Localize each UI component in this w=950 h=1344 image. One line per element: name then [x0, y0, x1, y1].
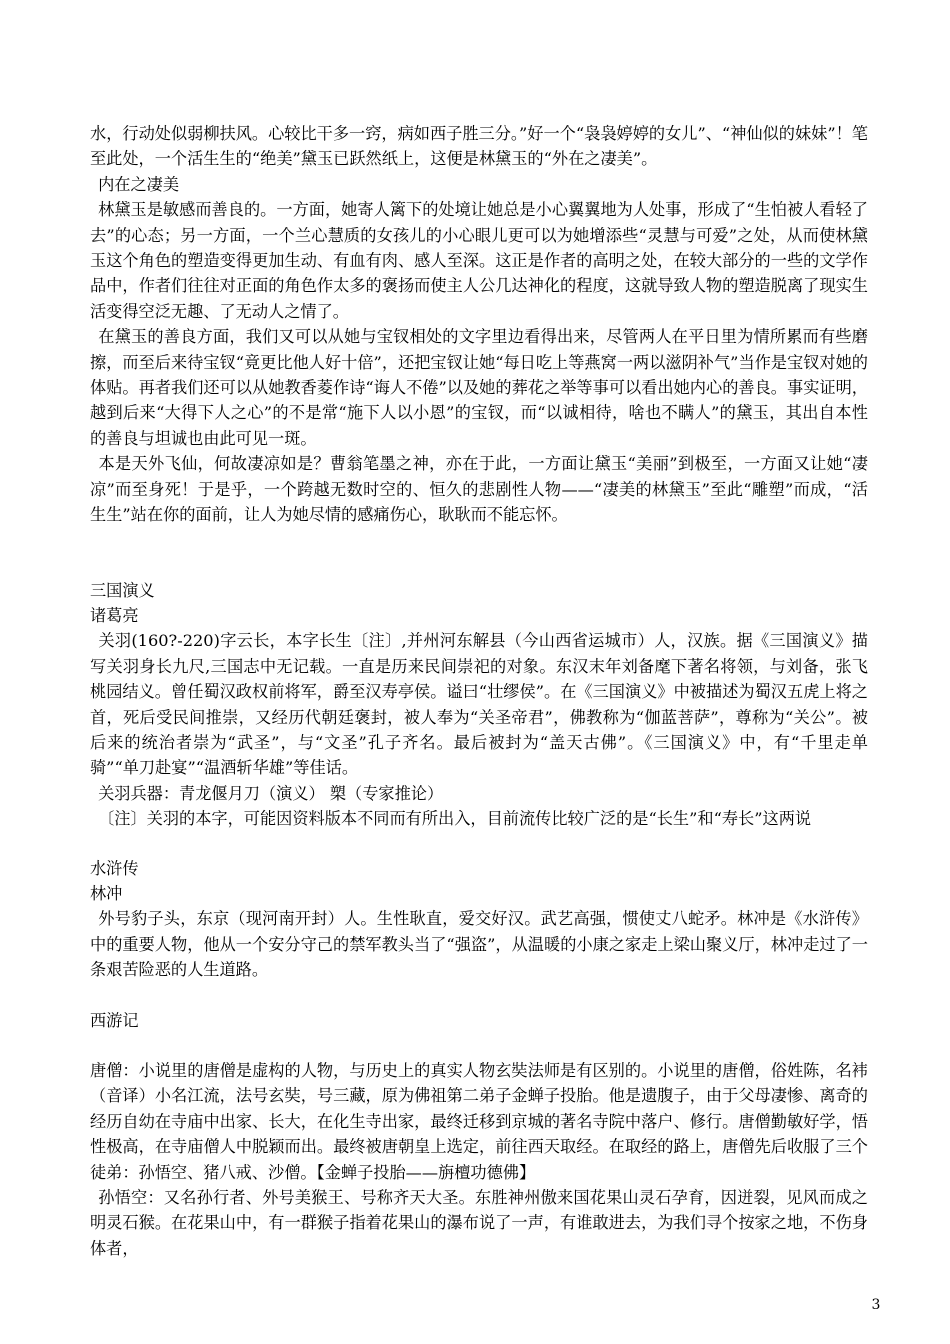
section-spacer: [90, 528, 868, 578]
character-name-zhuge-liang: 诸葛亮: [90, 605, 139, 625]
body-paragraph: 外号豹子头，东京（现河南开封）人。生性耿直，爱交好汉。武艺高强，惯使丈八蛇矛。林冲是《水浒传》中的重要人物，他从一个安分守己的禁军教头当了“强盗”，从温暖的小康之家走上梁山聚义厅，林冲走过了一条艰苦险恶的人生道路。: [90, 909, 868, 980]
section-title-shuihu: 水浒传: [90, 858, 139, 878]
body-paragraph-sun-wukong: 孙悟空：又名孙行者、外号美猴王、号称齐天大圣。东胜神州傲来国花果山灵石孕育，因迸裂，见风而成之明灵石猴。在花果山中，有一群猴子指着花果山的瀑布说了一声，有谁敢进去，为我们寻个按家之地，不伤身体者，: [90, 1188, 868, 1258]
character-name-lin-chong: 林冲: [90, 883, 123, 903]
section-spacer: [90, 983, 868, 1008]
section-heading-inner-beauty: 内在之凄美: [98, 174, 180, 194]
body-paragraph: 在黛玉的善良方面，我们又可以从她与宝钗相处的文字里边看得出来，尽管两人在平日里为情所累而有些磨擦，而至后来待宝钗“竟更比他人好十倍”，还把宝钗让她“每日吃上等燕窝一两以滋阴补气”当作是宝钗对她的体贴。再者我们还可以从她教香菱作诗“诲人不倦”以及她的葬花之举等事可以看出她内心的善良。事实证明，越到后来“大得下人之心”的不是常“施下人以小恩”的宝钗，而“以诚相待，啥也不瞒人”的黛玉，其出自本性的善良与坦诚也由此可见一斑。: [90, 327, 868, 448]
page-number: 3: [871, 1297, 881, 1313]
intro-paragraph: 水，行动处似弱柳扶风。心较比干多一窍，病如西子胜三分。”好一个“袅袅婷婷的女儿”、“神仙似的妹妹”！笔至此处，一个活生生的“绝美”黛玉已跃然纸上，这便是林黛玉的“外在之凄美”。: [90, 124, 868, 169]
body-paragraph: 关羽(160?-220)字云长，本字长生〔注〕,并州河东解县（今山西省运城市）人，汉族。据《三国演义》描写关羽身长九尺,三国志中无记载。一直是历来民间崇祀的对象。东汉末年刘备麾下著名将领，与刘备，张飞桃园结义。曾任蜀汉政权前将军，爵至汉寿亭侯。谥曰“壮缪侯”。在《三国演义》中被描述为蜀汉五虎上将之首，死后受民间推崇，又经历代朝廷褒封，被人奉为“关圣帝君”，佛教称为“伽蓝菩萨”，尊称为“关公”。被后来的统治者崇为“武圣”，与“文圣”孔子齐名。最后被封为“盖天古佛”。《三国演义》中，有“千里走单骑”“单刀赴宴”“温酒斩华雄”等佳话。: [90, 631, 868, 778]
body-paragraph-tang-seng: 唐僧：小说里的唐僧是虚构的人物，与历史上的真实人物玄奘法师是有区别的。小说里的唐僧，俗姓陈，名袆（音译）小名江流，法号玄奘，号三藏，原为佛祖第二弟子金蝉子投胎。他是遗腹子，由于父母凄惨、离奇的经历自幼在寺庙中出家、长大，在化生寺出家，最终迁移到京城的著名寺院中落户、修行。唐僧勤敏好学，悟性极高，在寺庙僧人中脱颖而出。最终被唐朝皇上选定，前往西天取经。在取经的路上，唐僧先后收服了三个徒弟：孙悟空、猪八戒、沙僧。【金蝉子投胎——旃檀功德佛】: [90, 1061, 868, 1182]
body-paragraph: 本是天外飞仙，何故凄凉如是？曹翁笔墨之神，亦在于此，一方面让黛玉“美丽”到极至，一方面又让她“凄凉”而至身死！于是乎，一个跨越无数时空的、恒久的悲剧性人物——“凄美的林黛玉”至此“雕塑”而成，“活生生”站在你的面前，让人为她尽情的感痛伤心，耿耿而不能忘怀。: [90, 454, 868, 525]
body-paragraph: 林黛玉是敏感而善良的。一方面，她寄人篱下的处境让她总是小心翼翼地为人处事，形成了“生怕被人看轻了去”的心态；另一方面，一个兰心慧质的女孩儿的小心眼儿更可以为她增添些“灵慧与可爱”之处，从而使林黛玉这个角色的塑造变得更加生动、有血有肉、感人至深。这正是作者的高明之处，在较大部分的一些的文学作品中，作者们往往对正面的角色作太多的褒扬而使主人公几达神化的程度，这就导致人物的塑造脱离了现实生活变得空泛无趣、了无动人之情了。: [90, 200, 868, 321]
weapon-line: 关羽兵器：青龙偃月刀（演义） 槊（专家推论）: [98, 783, 444, 803]
section-spacer: [90, 832, 868, 856]
section-title-sanguo: 三国演义: [90, 580, 155, 600]
footnote-line: 〔注〕关羽的本字，可能因资料版本不同而有所出入，目前流传比较广泛的是“长生”和“寿长”这两说: [98, 809, 812, 829]
section-spacer: [90, 1033, 868, 1058]
document-body: [90, 121, 868, 1261]
section-title-xiyou: 西游记: [90, 1010, 139, 1030]
